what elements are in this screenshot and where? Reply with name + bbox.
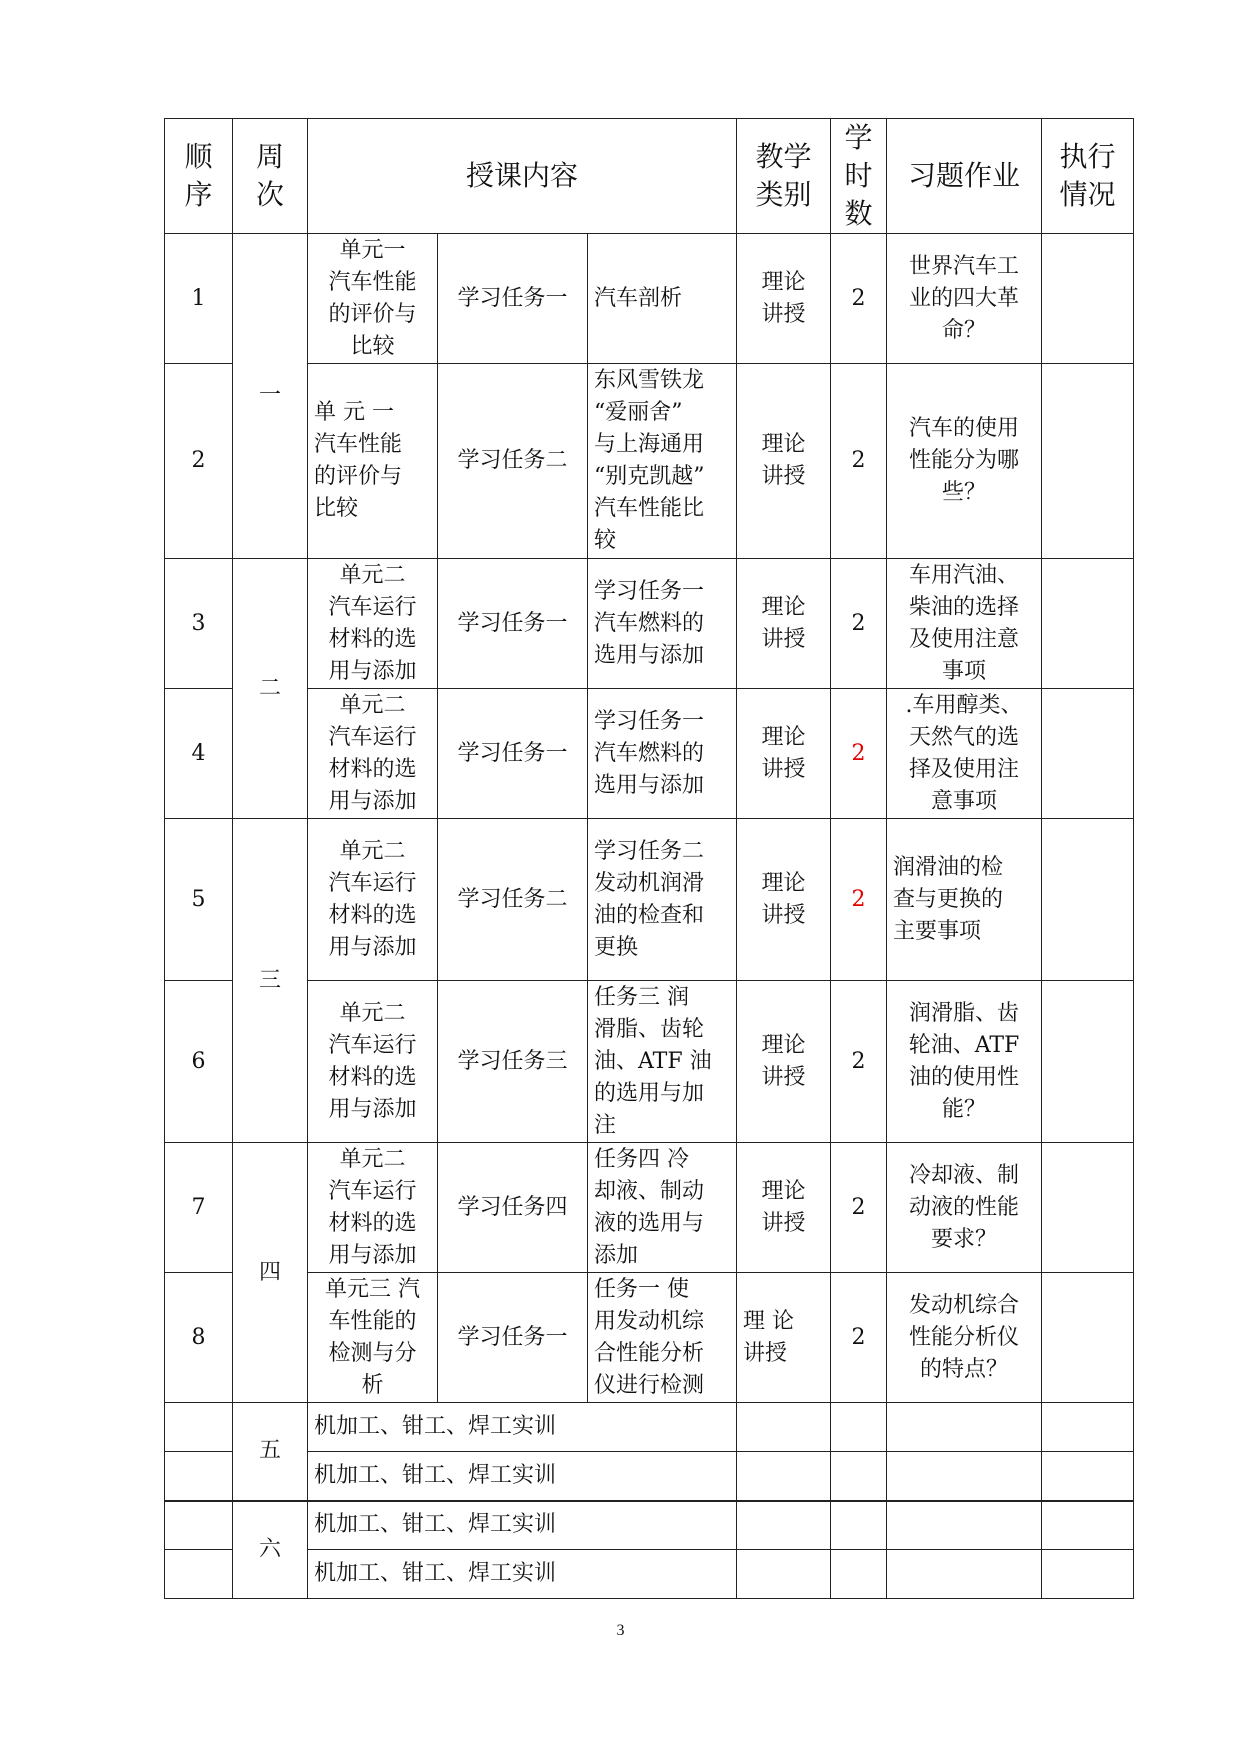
hours-cell bbox=[831, 1501, 887, 1550]
header-status: 执行 情况 bbox=[1042, 119, 1134, 234]
hours-cell: 2 bbox=[831, 689, 887, 819]
type-cell: 理论 讲授 bbox=[737, 981, 831, 1143]
unit-cell: 单元三 汽 车性能的 检测与分 析 bbox=[308, 1273, 438, 1403]
table-row bbox=[165, 1550, 1134, 1599]
type-cell bbox=[737, 1452, 831, 1501]
week-cell: 四 bbox=[233, 1143, 308, 1403]
week-cell: 二 bbox=[233, 559, 308, 819]
homework-cell: 冷却液、制 动液的性能 要求？ bbox=[887, 1143, 1042, 1273]
row-number bbox=[165, 1501, 233, 1550]
type-cell: 理论 讲授 bbox=[737, 819, 831, 981]
status-cell bbox=[1042, 559, 1134, 689]
unit-cell: 单元二 汽车运行 材料的选 用与添加 bbox=[308, 981, 438, 1143]
topic-cell: 东风雪铁龙 “爱丽舍” 与上海通用 “别克凯越” 汽车性能比 较 bbox=[588, 364, 737, 559]
table-row bbox=[165, 1501, 1134, 1550]
row-number bbox=[165, 1452, 233, 1501]
topic-cell: 学习任务二 发动机润滑 油的检查和 更换 bbox=[588, 819, 737, 981]
week-cell: 一 bbox=[233, 234, 308, 559]
homework-cell bbox=[887, 1501, 1042, 1550]
homework-cell: 汽车的使用 性能分为哪 些？ bbox=[887, 364, 1042, 559]
practice-cell: 机加工、钳工、焊工实训 bbox=[308, 1501, 737, 1550]
header-order: 顺 序 bbox=[165, 119, 233, 234]
hours-cell bbox=[831, 1452, 887, 1501]
row-number: 4 bbox=[165, 689, 233, 819]
row-number: 1 bbox=[165, 234, 233, 364]
practice-cell: 机加工、钳工、焊工实训 bbox=[308, 1550, 737, 1599]
hours-cell: 2 bbox=[831, 1143, 887, 1273]
header-week: 周 次 bbox=[233, 119, 308, 234]
hours-cell: 2 bbox=[831, 559, 887, 689]
unit-cell: 单 元 一 汽车性能 的评价与 比较 bbox=[308, 364, 438, 559]
practice-cell: 机加工、钳工、焊工实训 bbox=[308, 1452, 737, 1501]
header-homework: 习题作业 bbox=[887, 119, 1042, 234]
practice-cell: 机加工、钳工、焊工实训 bbox=[308, 1403, 737, 1452]
status-cell bbox=[1042, 1273, 1134, 1403]
table-row bbox=[165, 1403, 1134, 1452]
course-schedule-table bbox=[164, 118, 1134, 1599]
unit-cell: 单元二 汽车运行 材料的选 用与添加 bbox=[308, 1143, 438, 1273]
table-row bbox=[165, 819, 1134, 981]
status-cell bbox=[1042, 1501, 1134, 1550]
hours-cell bbox=[831, 1403, 887, 1452]
type-cell: 理论 讲授 bbox=[737, 689, 831, 819]
task-cell: 学习任务一 bbox=[438, 689, 588, 819]
topic-cell: 汽车剖析 bbox=[588, 234, 737, 364]
row-number bbox=[165, 1550, 233, 1599]
row-number: 7 bbox=[165, 1143, 233, 1273]
topic-cell: 学习任务一 汽车燃料的 选用与添加 bbox=[588, 559, 737, 689]
hours-cell: 2 bbox=[831, 819, 887, 981]
table-row bbox=[165, 559, 1134, 689]
type-cell bbox=[737, 1403, 831, 1452]
homework-cell bbox=[887, 1550, 1042, 1599]
topic-cell: 任务四 冷 却液、制动 液的选用与 添加 bbox=[588, 1143, 737, 1273]
row-number bbox=[165, 1403, 233, 1452]
hours-cell: 2 bbox=[831, 981, 887, 1143]
row-number: 3 bbox=[165, 559, 233, 689]
week-cell: 五 bbox=[233, 1403, 308, 1501]
unit-cell: 单元二 汽车运行 材料的选 用与添加 bbox=[308, 559, 438, 689]
unit-cell: 单元一 汽车性能 的评价与 比较 bbox=[308, 234, 438, 364]
week-cell: 六 bbox=[233, 1501, 308, 1599]
homework-cell: 润滑脂、齿 轮油、ATF 油的使用性 能？ bbox=[887, 981, 1042, 1143]
header-hours: 学 时 数 bbox=[831, 119, 887, 234]
homework-cell: 润滑油的检 查与更换的 主要事项 bbox=[887, 819, 1042, 981]
task-cell: 学习任务一 bbox=[438, 1273, 588, 1403]
homework-cell: 发动机综合 性能分析仪 的特点？ bbox=[887, 1273, 1042, 1403]
homework-cell: 世界汽车工 业的四大革 命？ bbox=[887, 234, 1042, 364]
row-number: 6 bbox=[165, 981, 233, 1143]
status-cell bbox=[1042, 364, 1134, 559]
status-cell bbox=[1042, 819, 1134, 981]
homework-cell: 车用汽油、 柴油的选择 及使用注意 事项 bbox=[887, 559, 1042, 689]
type-cell: 理论 讲授 bbox=[737, 234, 831, 364]
type-cell bbox=[737, 1501, 831, 1550]
table-row bbox=[165, 689, 1134, 819]
homework-cell bbox=[887, 1452, 1042, 1501]
week-cell: 三 bbox=[233, 819, 308, 1143]
hours-cell: 2 bbox=[831, 1273, 887, 1403]
homework-cell bbox=[887, 1403, 1042, 1452]
type-cell bbox=[737, 1550, 831, 1599]
header-content: 授课内容 bbox=[308, 119, 737, 234]
task-cell: 学习任务四 bbox=[438, 1143, 588, 1273]
unit-cell: 单元二 汽车运行 材料的选 用与添加 bbox=[308, 689, 438, 819]
task-cell: 学习任务三 bbox=[438, 981, 588, 1143]
header-row bbox=[165, 119, 1134, 234]
type-cell: 理论 讲授 bbox=[737, 364, 831, 559]
type-cell: 理 论 讲授 bbox=[737, 1273, 831, 1403]
status-cell bbox=[1042, 1452, 1134, 1501]
row-number: 5 bbox=[165, 819, 233, 981]
status-cell bbox=[1042, 1550, 1134, 1599]
type-cell: 理论 讲授 bbox=[737, 559, 831, 689]
table-row bbox=[165, 364, 1134, 559]
task-cell: 学习任务二 bbox=[438, 819, 588, 981]
hours-cell: 2 bbox=[831, 364, 887, 559]
table-row bbox=[165, 981, 1134, 1143]
header-type: 教学 类别 bbox=[737, 119, 831, 234]
status-cell bbox=[1042, 1143, 1134, 1273]
row-number: 2 bbox=[165, 364, 233, 559]
status-cell bbox=[1042, 234, 1134, 364]
task-cell: 学习任务一 bbox=[438, 559, 588, 689]
table-row bbox=[165, 1452, 1134, 1501]
page-number: 3 bbox=[616, 1622, 625, 1639]
table-row bbox=[165, 234, 1134, 364]
task-cell: 学习任务一 bbox=[438, 234, 588, 364]
status-cell bbox=[1042, 689, 1134, 819]
hours-cell bbox=[831, 1550, 887, 1599]
homework-cell: .车用醇类、 天然气的选 择及使用注 意事项 bbox=[887, 689, 1042, 819]
table-row bbox=[165, 1143, 1134, 1273]
type-cell: 理论 讲授 bbox=[737, 1143, 831, 1273]
row-number: 8 bbox=[165, 1273, 233, 1403]
topic-cell: 学习任务一 汽车燃料的 选用与添加 bbox=[588, 689, 737, 819]
task-cell: 学习任务二 bbox=[438, 364, 588, 559]
status-cell bbox=[1042, 1403, 1134, 1452]
status-cell bbox=[1042, 981, 1134, 1143]
unit-cell: 单元二 汽车运行 材料的选 用与添加 bbox=[308, 819, 438, 981]
table-row bbox=[165, 1273, 1134, 1403]
topic-cell: 任务一 使 用发动机综 合性能分析 仪进行检测 bbox=[588, 1273, 737, 1403]
hours-cell: 2 bbox=[831, 234, 887, 364]
topic-cell: 任务三 润 滑脂、齿轮 油、ATF 油 的选用与加 注 bbox=[588, 981, 737, 1143]
